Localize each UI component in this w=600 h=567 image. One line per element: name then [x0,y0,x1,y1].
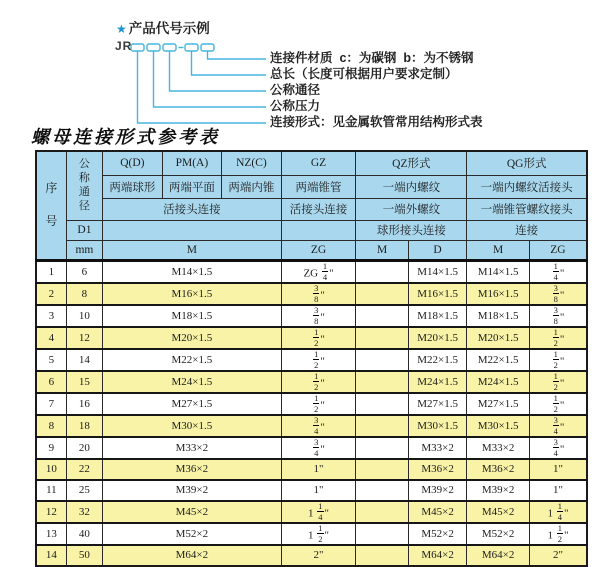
header-d1: D1 [66,220,102,240]
table-cell: 18 [66,415,102,437]
table-row [36,437,587,459]
table-cell: 9 [36,437,66,459]
table-cell: 22 [66,459,102,480]
table-cell: 10 [36,459,66,480]
table-cell: M36×2 [467,459,530,480]
table-cell [356,415,408,437]
table-cell: M39×2 [467,480,530,501]
diagram-title [116,17,210,37]
table-row [36,415,587,437]
header-sub-gz: 两端锥管 [281,175,356,198]
table-cell: 1 $\frac{1}{2}$ " [281,523,356,545]
table-cell: 32 [66,501,102,523]
table-cell: $\frac{1}{4}$ " [529,260,587,283]
header-taper-thread-joint: 一端锥管螺纹接头 [467,198,587,220]
table-row [36,305,587,327]
header-mm: mm [66,240,102,260]
header-sub-qz: 一端内螺纹 [356,175,467,198]
table-row [36,371,587,393]
table-cell [356,459,408,480]
table-header [36,151,587,260]
code-label-length: 总长（长度可根据用户要求定制） [270,67,458,81]
table-cell: M30×1.5 [408,415,467,437]
table-cell: 20 [66,437,102,459]
table-cell [356,371,408,393]
leader-line-material [208,51,267,59]
header-unit-qz-d: D [408,240,467,260]
table-cell: 6 [36,371,66,393]
table-cell: 1 $\frac{1}{2}$ " [529,523,587,545]
table-cell: M22×1.5 [467,349,530,371]
table-cell: M36×2 [103,459,282,480]
nut-connection-reference-table [35,150,588,567]
header-col-gz: GZ [281,151,356,175]
table-cell: M18×1.5 [467,305,530,327]
table-cell [356,283,408,305]
header-col-nz: NZ(C) [222,151,282,175]
table-cell: 1 $\frac{1}{4}$ " [281,501,356,523]
table-cell: M36×2 [408,459,467,480]
table-cell: 16 [66,393,102,415]
table-cell: M18×1.5 [103,305,282,327]
table-cell: M64×2 [408,545,467,566]
table-cell: 5 [36,349,66,371]
header-col-q: Q(D) [103,151,163,175]
table-cell: M24×1.5 [467,371,530,393]
table-cell: M45×2 [103,501,282,523]
table-cell: $\frac{3}{8}$ " [529,305,587,327]
header-unit-zg: ZG [281,240,356,260]
table-cell: M64×2 [103,545,282,566]
table-cell [356,393,408,415]
table-cell: 13 [36,523,66,545]
code-box-5 [201,44,214,51]
leader-line-diameter [170,51,267,91]
empty-cell [103,220,282,240]
table-cell: M22×1.5 [103,349,282,371]
header-col-qz: QZ形式 [356,151,467,175]
table-row [36,501,587,523]
table-row [36,349,587,371]
star-icon: ★ [116,22,127,36]
table-cell: M52×2 [467,523,530,545]
table-row [36,459,587,480]
table-cell [356,501,408,523]
header-col-pm: PM(A) [162,151,222,175]
table-cell: 1" [281,480,356,501]
table-cell: 8 [36,415,66,437]
table-cell: M16×1.5 [408,283,467,305]
table-row [36,480,587,501]
table-cell: M33×2 [408,437,467,459]
code-box-3 [163,44,176,51]
code-label-diameter: 公称通径 [270,83,321,97]
table-cell: $\frac{1}{2}$ " [529,349,587,371]
table-cell: 50 [66,545,102,566]
table-cell [356,260,408,283]
header-connection: 连接 [467,220,587,240]
header-sub-q: 两端球形 [103,175,163,198]
table-cell: $\frac{1}{2}$ " [281,393,356,415]
table-cell: 14 [66,349,102,371]
table-cell: 2" [529,545,587,566]
table-cell: 1" [529,480,587,501]
table-cell: 1" [281,459,356,480]
table-cell: 1 [36,260,66,283]
table-cell: M52×2 [408,523,467,545]
leader-line-connection [138,51,267,123]
table-cell: 40 [66,523,102,545]
table-cell [356,545,408,566]
table-cell: $\frac{1}{2}$ " [529,371,587,393]
table-cell: M27×1.5 [103,393,282,415]
empty-cell [281,220,356,240]
table-cell: 11 [36,480,66,501]
table-cell [356,437,408,459]
table-cell: 2" [281,545,356,566]
table-cell: 25 [66,480,102,501]
header-sub-qg: 一端内螺纹活接头 [467,175,587,198]
leader-line-length [192,51,267,75]
table-cell: M16×1.5 [467,283,530,305]
table-cell: $\frac{3}{8}$ " [529,283,587,305]
table-cell: M27×1.5 [408,393,467,415]
code-box-4 [185,44,198,51]
table-row [36,327,587,349]
header-unit-qz-m: M [356,240,408,260]
table-row [36,393,587,415]
table-cell: M22×1.5 [408,349,467,371]
header-unit-m: M [103,240,282,260]
table-cell: M64×2 [467,545,530,566]
table-cell: 15 [66,371,102,393]
table-cell: M14×1.5 [467,260,530,283]
table-cell: M24×1.5 [408,371,467,393]
table-cell: 12 [66,327,102,349]
table-cell: 1" [529,459,587,480]
table-cell: M52×2 [103,523,282,545]
header-col-qg: QG形式 [467,151,587,175]
table-cell: 1 $\frac{1}{4}$ " [529,501,587,523]
table-cell: 4 [36,327,66,349]
header-unit-qg-m: M [467,240,530,260]
table-cell: 10 [66,305,102,327]
table-cell: $\frac{1}{2}$ " [529,327,587,349]
header-nominal-diameter: 公称通径 [66,151,102,220]
table-cell: M30×1.5 [467,415,530,437]
table-cell: M16×1.5 [103,283,282,305]
table-cell: M20×1.5 [467,327,530,349]
table-cell: M33×2 [467,437,530,459]
header-sub-nz: 两端内锥 [222,175,282,198]
table-cell: M20×1.5 [408,327,467,349]
table-cell [356,349,408,371]
header-unit-qg-zg: ZG [529,240,587,260]
header-external-thread: 一端外螺纹 [356,198,467,220]
table-cell: 7 [36,393,66,415]
table-cell: M33×2 [103,437,282,459]
table-cell: M24×1.5 [103,371,282,393]
table-cell: $\frac{1}{2}$ " [281,349,356,371]
table-cell: $\frac{1}{2}$ " [281,371,356,393]
table-cell: $\frac{3}{4}$ " [529,415,587,437]
table-cell: M45×2 [408,501,467,523]
table-cell: $\frac{3}{4}$ " [281,437,356,459]
code-box-2 [147,44,160,51]
header-seq: 序号 [36,151,66,260]
table-cell: 6 [66,260,102,283]
table-cell: $\frac{1}{2}$ " [529,393,587,415]
table-cell: $\frac{3}{4}$ " [281,415,356,437]
table-body [36,260,587,566]
table-row [36,545,587,566]
table-cell: M30×1.5 [103,415,282,437]
table-cell: M18×1.5 [408,305,467,327]
table-cell: $\frac{3}{8}$ " [281,283,356,305]
table-cell: 14 [36,545,66,566]
table-cell [356,327,408,349]
table-cell: M14×1.5 [408,260,467,283]
table-cell: M20×1.5 [103,327,282,349]
table-title: 螺母连接形式参考表 [31,127,220,147]
table-cell: 2 [36,283,66,305]
table-cell [356,480,408,501]
code-label-connection: 连接形式：见金属软管常用结构形式表 [270,115,483,129]
header-sub-pm: 两端平面 [162,175,222,198]
table-cell: $\frac{1}{2}$ " [281,327,356,349]
table-cell: M14×1.5 [103,260,282,283]
header-ball-joint-connection: 球形接头连接 [356,220,467,240]
table-cell: 3 [36,305,66,327]
table-cell: M39×2 [103,480,282,501]
table-cell: M39×2 [408,480,467,501]
diagram-title-text: 产品代号示例 [128,21,210,36]
code-box-1 [131,44,144,51]
table-row [36,283,587,305]
table-cell: ZG $\frac{1}{4}$ " [281,260,356,283]
table-cell: $\frac{3}{8}$ " [281,305,356,327]
product-code-prefix: JR [115,39,133,53]
table-cell [356,305,408,327]
code-label-pressure: 公称压力 [270,99,321,113]
table-cell: 8 [66,283,102,305]
header-union-connection: 活接头连接 [103,198,282,220]
table-cell: M27×1.5 [467,393,530,415]
table-cell: $\frac{3}{4}$ " [529,437,587,459]
table-row [36,523,587,545]
table-cell: M45×2 [467,501,530,523]
code-label-material: 连接件材质 c：为碳钢 b：为不锈钢 [270,51,474,65]
header-union-connection-gz: 活接头连接 [281,198,356,220]
table-cell: 12 [36,501,66,523]
table-cell [356,523,408,545]
table-row [36,260,587,283]
